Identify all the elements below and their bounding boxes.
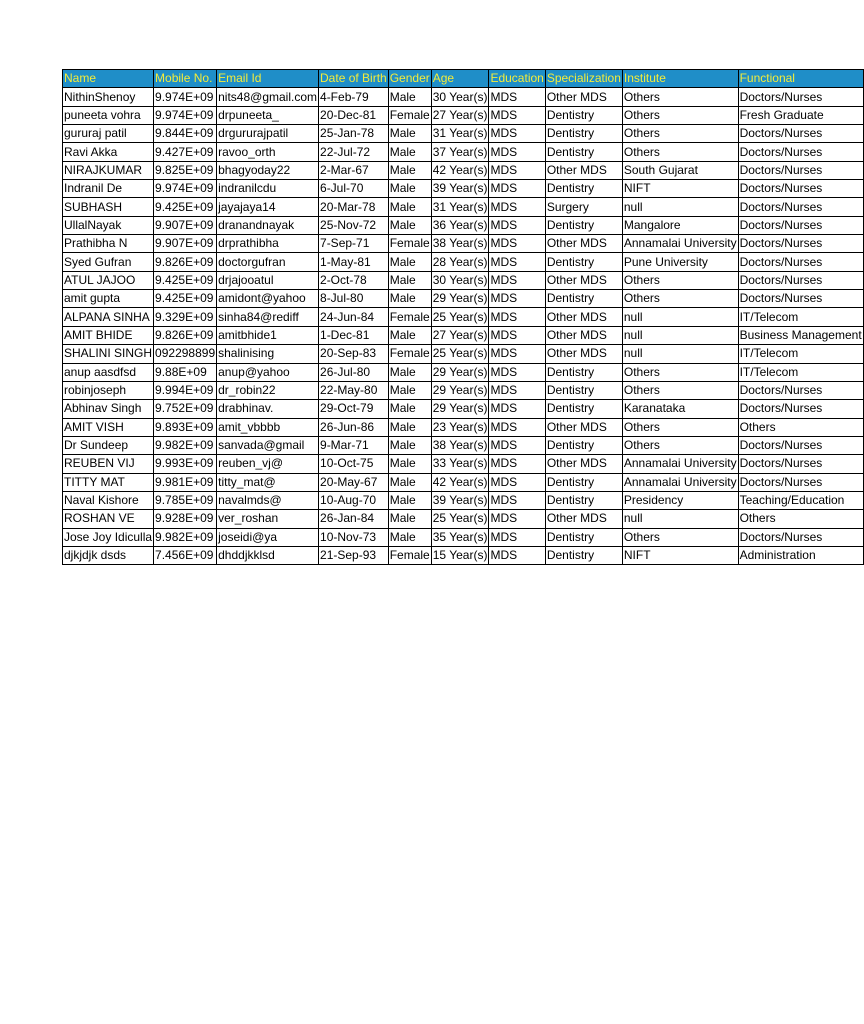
table-cell[interactable]: 7.456E+09 <box>154 546 217 564</box>
column-header[interactable]: Institute <box>622 70 738 88</box>
table-row <box>63 455 864 473</box>
table-row <box>63 400 864 418</box>
table-cell[interactable]: 31 Year(s) <box>431 198 489 216</box>
table-cell[interactable]: Male <box>388 180 431 198</box>
table-cell[interactable]: null <box>622 510 738 528</box>
table-row <box>63 528 864 546</box>
table-cell[interactable]: South Gujarat <box>622 161 738 179</box>
table-cell[interactable]: Doctors/Nurses <box>738 436 863 454</box>
table-row <box>63 253 864 271</box>
table-cell[interactable]: Karanataka <box>622 400 738 418</box>
table-cell[interactable]: drpuneeta_ <box>217 106 319 124</box>
table-cell[interactable]: Business Management <box>738 326 863 344</box>
table-cell[interactable]: 25-Nov-72 <box>319 216 389 234</box>
table-cell[interactable]: 20-Dec-81 <box>319 106 389 124</box>
table-cell[interactable]: Jose Joy Idiculla <box>63 528 154 546</box>
table-cell[interactable]: IT/Telecom <box>738 345 863 363</box>
table-cell[interactable]: Presidency <box>622 491 738 509</box>
table-cell[interactable]: Doctors/Nurses <box>738 381 863 399</box>
table-cell[interactable]: MDS <box>489 235 545 253</box>
column-header[interactable]: Education <box>489 70 545 88</box>
table-cell[interactable]: Other MDS <box>545 510 622 528</box>
table-cell[interactable]: NIFT <box>622 546 738 564</box>
table-cell[interactable]: 6-Jul-70 <box>319 180 389 198</box>
table-cell[interactable]: Female <box>388 106 431 124</box>
table-cell[interactable]: 9.928E+09 <box>154 510 217 528</box>
table-cell[interactable]: Dentistry <box>545 473 622 491</box>
table-cell[interactable]: 22-May-80 <box>319 381 389 399</box>
table-cell[interactable]: Others <box>738 510 863 528</box>
table-cell[interactable]: Male <box>388 290 431 308</box>
table-cell[interactable]: Teaching/Education <box>738 491 863 509</box>
table-cell[interactable]: Dentistry <box>545 436 622 454</box>
table-row <box>63 308 864 326</box>
table-cell[interactable]: Dentistry <box>545 363 622 381</box>
table-cell[interactable]: Others <box>622 418 738 436</box>
table-cell[interactable]: gururaj patil <box>63 125 154 143</box>
table-cell[interactable]: ALPANA SINHA <box>63 308 154 326</box>
table-cell[interactable]: null <box>622 345 738 363</box>
table-cell[interactable]: sinha84@rediff <box>217 308 319 326</box>
table-cell[interactable]: MDS <box>489 381 545 399</box>
table-cell[interactable]: Male <box>388 216 431 234</box>
table-cell[interactable]: Doctors/Nurses <box>738 235 863 253</box>
table-cell[interactable]: TITTY MAT <box>63 473 154 491</box>
table-cell[interactable]: IT/Telecom <box>738 363 863 381</box>
table-cell[interactable]: 38 Year(s) <box>431 235 489 253</box>
table-cell[interactable]: MDS <box>489 510 545 528</box>
table-cell[interactable]: drprathibha <box>217 235 319 253</box>
table-row <box>63 510 864 528</box>
table-cell[interactable]: ver_roshan <box>217 510 319 528</box>
table-row <box>63 216 864 234</box>
table-row <box>63 290 864 308</box>
table-cell[interactable]: NIRAJKUMAR <box>63 161 154 179</box>
table-cell[interactable]: anup aasdfsd <box>63 363 154 381</box>
table-cell[interactable]: SUBHASH <box>63 198 154 216</box>
table-cell[interactable]: 20-Sep-83 <box>319 345 389 363</box>
table-row <box>63 418 864 436</box>
table-cell[interactable]: Others <box>622 363 738 381</box>
column-header[interactable]: Name <box>63 70 154 88</box>
table-cell[interactable]: Abhinav Singh <box>63 400 154 418</box>
table-cell[interactable]: Doctors/Nurses <box>738 180 863 198</box>
table-cell[interactable]: Male <box>388 400 431 418</box>
table-row <box>63 363 864 381</box>
table-cell[interactable]: Dentistry <box>545 290 622 308</box>
table-cell[interactable]: Male <box>388 510 431 528</box>
table-cell[interactable]: Doctors/Nurses <box>738 161 863 179</box>
table-cell[interactable]: 9.425E+09 <box>154 290 217 308</box>
table-cell[interactable]: 37 Year(s) <box>431 143 489 161</box>
table-cell[interactable]: 9-Mar-71 <box>319 436 389 454</box>
table-cell[interactable]: 20-Mar-78 <box>319 198 389 216</box>
table-cell[interactable]: Male <box>388 418 431 436</box>
table-cell[interactable]: MDS <box>489 198 545 216</box>
table-cell[interactable]: Female <box>388 308 431 326</box>
table-cell[interactable]: 092298899 <box>154 345 217 363</box>
table-cell[interactable]: NithinShenoy <box>63 88 154 106</box>
table-cell[interactable]: 9.88E+09 <box>154 363 217 381</box>
table-cell[interactable]: Dentistry <box>545 528 622 546</box>
table-cell[interactable]: Female <box>388 546 431 564</box>
table-cell[interactable]: Male <box>388 363 431 381</box>
table-cell[interactable]: Male <box>388 455 431 473</box>
spreadsheet-table <box>62 69 864 565</box>
column-header[interactable]: Mobile No. <box>154 70 217 88</box>
table-row <box>63 271 864 289</box>
table-cell[interactable]: 38 Year(s) <box>431 436 489 454</box>
table-cell[interactable]: MDS <box>489 180 545 198</box>
table-cell[interactable]: 9.982E+09 <box>154 436 217 454</box>
table-cell[interactable]: Others <box>622 290 738 308</box>
table-cell[interactable]: puneeta vohra <box>63 106 154 124</box>
table-cell[interactable]: 9.994E+09 <box>154 381 217 399</box>
table-cell[interactable]: 33 Year(s) <box>431 455 489 473</box>
table-cell[interactable]: 20-May-67 <box>319 473 389 491</box>
table-cell[interactable]: MDS <box>489 455 545 473</box>
table-cell[interactable]: 25 Year(s) <box>431 345 489 363</box>
table-cell[interactable]: amit gupta <box>63 290 154 308</box>
table-cell[interactable]: 9.844E+09 <box>154 125 217 143</box>
table-cell[interactable]: Dr Sundeep <box>63 436 154 454</box>
table-cell[interactable]: REUBEN VIJ <box>63 455 154 473</box>
table-row <box>63 546 864 564</box>
table-cell[interactable]: Others <box>738 418 863 436</box>
table-cell[interactable]: 7-Sep-71 <box>319 235 389 253</box>
table-cell[interactable]: Mangalore <box>622 216 738 234</box>
column-header[interactable]: Specialization <box>545 70 622 88</box>
table-cell[interactable]: nits48@gmail.com <box>217 88 319 106</box>
table-cell[interactable]: null <box>622 308 738 326</box>
table-cell[interactable]: 9.907E+09 <box>154 216 217 234</box>
table-row <box>63 235 864 253</box>
table-cell[interactable]: drabhinav. <box>217 400 319 418</box>
table-cell[interactable]: Others <box>622 271 738 289</box>
table-cell[interactable]: 35 Year(s) <box>431 528 489 546</box>
table-cell[interactable]: dhddjkklsd <box>217 546 319 564</box>
table-cell[interactable]: Other MDS <box>545 271 622 289</box>
table-cell[interactable]: MDS <box>489 161 545 179</box>
table-row <box>63 198 864 216</box>
table-cell[interactable]: Doctors/Nurses <box>738 271 863 289</box>
table-cell[interactable]: Male <box>388 381 431 399</box>
table-cell[interactable]: ATUL JAJOO <box>63 271 154 289</box>
table-cell[interactable]: MDS <box>489 473 545 491</box>
table-cell[interactable]: MDS <box>489 290 545 308</box>
table-cell[interactable]: AMIT VISH <box>63 418 154 436</box>
table-cell[interactable]: Doctors/Nurses <box>738 143 863 161</box>
table-cell[interactable]: reuben_vj@ <box>217 455 319 473</box>
table-cell[interactable]: titty_mat@ <box>217 473 319 491</box>
table-cell[interactable]: amidont@yahoo <box>217 290 319 308</box>
table-cell[interactable]: ravoo_orth <box>217 143 319 161</box>
table-cell[interactable]: 9.982E+09 <box>154 528 217 546</box>
table-cell[interactable]: Other MDS <box>545 88 622 106</box>
table-cell[interactable]: bhagyoday22 <box>217 161 319 179</box>
table-cell[interactable]: 25-Jan-78 <box>319 125 389 143</box>
table-cell[interactable]: 30 Year(s) <box>431 271 489 289</box>
table-cell[interactable]: Others <box>622 88 738 106</box>
table-cell[interactable]: amitbhide1 <box>217 326 319 344</box>
table-cell[interactable]: sanvada@gmail <box>217 436 319 454</box>
table-cell[interactable]: Female <box>388 235 431 253</box>
table-cell[interactable]: 10-Aug-70 <box>319 491 389 509</box>
table-cell[interactable]: null <box>622 326 738 344</box>
table-cell[interactable]: 24-Jun-84 <box>319 308 389 326</box>
table-cell[interactable]: Male <box>388 271 431 289</box>
table-cell[interactable]: MDS <box>489 546 545 564</box>
table-cell[interactable]: dranandnayak <box>217 216 319 234</box>
table-cell[interactable]: 9.974E+09 <box>154 106 217 124</box>
table-cell[interactable]: 9.425E+09 <box>154 271 217 289</box>
table-row <box>63 125 864 143</box>
table-cell[interactable]: 1-Dec-81 <box>319 326 389 344</box>
table-cell[interactable]: Male <box>388 528 431 546</box>
table-cell[interactable]: 9.981E+09 <box>154 473 217 491</box>
table-cell[interactable]: Others <box>622 125 738 143</box>
table-cell[interactable]: Others <box>622 528 738 546</box>
table-cell[interactable]: Dentistry <box>545 253 622 271</box>
table-cell[interactable]: Other MDS <box>545 235 622 253</box>
table-cell[interactable]: Others <box>622 436 738 454</box>
table-cell[interactable]: shalinising <box>217 345 319 363</box>
table-cell[interactable]: Other MDS <box>545 345 622 363</box>
table-cell[interactable]: NIFT <box>622 180 738 198</box>
table-cell[interactable]: Ravi Akka <box>63 143 154 161</box>
table-row <box>63 106 864 124</box>
table-cell[interactable]: 8-Jul-80 <box>319 290 389 308</box>
table-cell[interactable]: Other MDS <box>545 418 622 436</box>
table-cell[interactable]: Dentistry <box>545 125 622 143</box>
table-cell[interactable]: 27 Year(s) <box>431 326 489 344</box>
table-cell[interactable]: 23 Year(s) <box>431 418 489 436</box>
table-cell[interactable]: 15 Year(s) <box>431 546 489 564</box>
table-row <box>63 143 864 161</box>
table-cell[interactable]: 9.427E+09 <box>154 143 217 161</box>
table-cell[interactable]: Surgery <box>545 198 622 216</box>
table-cell[interactable]: Annamalai University <box>622 473 738 491</box>
table-cell[interactable]: Other MDS <box>545 455 622 473</box>
table-cell[interactable]: MDS <box>489 88 545 106</box>
table-cell[interactable]: Fresh Graduate <box>738 106 863 124</box>
column-header[interactable]: Email Id <box>217 70 319 88</box>
table-cell[interactable]: Dentistry <box>545 106 622 124</box>
table-cell[interactable]: 28 Year(s) <box>431 253 489 271</box>
table-cell[interactable]: Doctors/Nurses <box>738 88 863 106</box>
column-header[interactable]: Gender <box>388 70 431 88</box>
table-cell[interactable]: Male <box>388 88 431 106</box>
table-cell[interactable]: 9.974E+09 <box>154 180 217 198</box>
table-cell[interactable]: Doctors/Nurses <box>738 400 863 418</box>
table-cell[interactable]: 30 Year(s) <box>431 88 489 106</box>
table-cell[interactable]: 9.425E+09 <box>154 198 217 216</box>
table-cell[interactable]: 10-Nov-73 <box>319 528 389 546</box>
table-cell[interactable]: MDS <box>489 143 545 161</box>
table-cell[interactable]: 29 Year(s) <box>431 290 489 308</box>
table-row <box>63 381 864 399</box>
table-cell[interactable]: Dentistry <box>545 400 622 418</box>
table-cell[interactable]: Dentistry <box>545 216 622 234</box>
column-header[interactable]: Age <box>431 70 489 88</box>
header-row <box>63 70 864 88</box>
table-cell[interactable]: MDS <box>489 528 545 546</box>
table-cell[interactable]: MDS <box>489 253 545 271</box>
table-row <box>63 345 864 363</box>
table-cell[interactable]: Doctors/Nurses <box>738 473 863 491</box>
table-cell[interactable]: 26-Jan-84 <box>319 510 389 528</box>
table-cell[interactable]: 4-Feb-79 <box>319 88 389 106</box>
table-cell[interactable]: Annamalai University <box>622 235 738 253</box>
table-cell[interactable]: Dentistry <box>545 381 622 399</box>
table-cell[interactable]: MDS <box>489 400 545 418</box>
table-cell[interactable]: 29 Year(s) <box>431 400 489 418</box>
table-row <box>63 473 864 491</box>
table-cell[interactable]: 36 Year(s) <box>431 216 489 234</box>
table-cell[interactable]: Male <box>388 253 431 271</box>
table-cell[interactable]: MDS <box>489 363 545 381</box>
table-cell[interactable]: 9.993E+09 <box>154 455 217 473</box>
table-cell[interactable]: joseidi@ya <box>217 528 319 546</box>
table-cell[interactable]: Doctors/Nurses <box>738 216 863 234</box>
table-cell[interactable]: MDS <box>489 436 545 454</box>
table-cell[interactable]: 42 Year(s) <box>431 161 489 179</box>
table-cell[interactable]: 9.752E+09 <box>154 400 217 418</box>
table-cell[interactable]: amit_vbbbb <box>217 418 319 436</box>
table-cell[interactable]: Pune University <box>622 253 738 271</box>
table-cell[interactable]: Male <box>388 161 431 179</box>
table-cell[interactable]: 2-Mar-67 <box>319 161 389 179</box>
table-cell[interactable]: 29 Year(s) <box>431 381 489 399</box>
table-cell[interactable]: 29 Year(s) <box>431 363 489 381</box>
table-cell[interactable]: Other MDS <box>545 326 622 344</box>
table-cell[interactable]: UllalNayak <box>63 216 154 234</box>
table-cell[interactable]: 39 Year(s) <box>431 491 489 509</box>
table-cell[interactable]: navalmds@ <box>217 491 319 509</box>
table-cell[interactable]: 9.826E+09 <box>154 253 217 271</box>
table-cell[interactable]: 9.907E+09 <box>154 235 217 253</box>
table-cell[interactable]: 42 Year(s) <box>431 473 489 491</box>
table-cell[interactable]: 9.825E+09 <box>154 161 217 179</box>
table-cell[interactable]: Doctors/Nurses <box>738 455 863 473</box>
table-cell[interactable]: Doctors/Nurses <box>738 253 863 271</box>
table-cell[interactable]: Male <box>388 436 431 454</box>
table-cell[interactable]: null <box>622 198 738 216</box>
table-cell[interactable]: 25 Year(s) <box>431 510 489 528</box>
table-cell[interactable]: MDS <box>489 308 545 326</box>
table-cell[interactable]: Others <box>622 143 738 161</box>
table-cell[interactable]: MDS <box>489 326 545 344</box>
table-cell[interactable]: Naval Kishore <box>63 491 154 509</box>
table-cell[interactable]: Indranil De <box>63 180 154 198</box>
table-cell[interactable]: Dentistry <box>545 546 622 564</box>
table-cell[interactable]: Doctors/Nurses <box>738 125 863 143</box>
table-cell[interactable]: Other MDS <box>545 308 622 326</box>
table-cell[interactable]: drjajooatul <box>217 271 319 289</box>
table-cell[interactable]: IT/Telecom <box>738 308 863 326</box>
table-cell[interactable]: Syed Gufran <box>63 253 154 271</box>
table-row <box>63 88 864 106</box>
table-cell[interactable]: Doctors/Nurses <box>738 198 863 216</box>
table-cell[interactable]: AMIT BHIDE <box>63 326 154 344</box>
table-row <box>63 161 864 179</box>
table-cell[interactable]: 27 Year(s) <box>431 106 489 124</box>
table-cell[interactable]: 26-Jun-86 <box>319 418 389 436</box>
table-cell[interactable]: 29-Oct-79 <box>319 400 389 418</box>
table-cell[interactable]: Male <box>388 198 431 216</box>
table-cell[interactable]: robinjoseph <box>63 381 154 399</box>
table-row <box>63 180 864 198</box>
table-cell[interactable]: Dentistry <box>545 180 622 198</box>
table-cell[interactable]: indranilcdu <box>217 180 319 198</box>
table-cell[interactable]: Doctors/Nurses <box>738 528 863 546</box>
table-cell[interactable]: 2-Oct-78 <box>319 271 389 289</box>
table-cell[interactable]: 25 Year(s) <box>431 308 489 326</box>
table-cell[interactable]: Dentistry <box>545 491 622 509</box>
table-cell[interactable]: dr_robin22 <box>217 381 319 399</box>
table-cell[interactable]: Others <box>622 106 738 124</box>
table-cell[interactable]: Male <box>388 473 431 491</box>
table-row <box>63 326 864 344</box>
table-cell[interactable]: Doctors/Nurses <box>738 290 863 308</box>
table-cell[interactable]: MDS <box>489 106 545 124</box>
table-cell[interactable]: 10-Oct-75 <box>319 455 389 473</box>
table-cell[interactable]: 26-Jul-80 <box>319 363 389 381</box>
table-cell[interactable]: Male <box>388 143 431 161</box>
table-cell[interactable]: 9.893E+09 <box>154 418 217 436</box>
table-cell[interactable]: MDS <box>489 271 545 289</box>
table-cell[interactable]: Male <box>388 326 431 344</box>
table-cell[interactable]: 9.785E+09 <box>154 491 217 509</box>
table-cell[interactable]: 22-Jul-72 <box>319 143 389 161</box>
table-cell[interactable]: doctorgufran <box>217 253 319 271</box>
table-cell[interactable]: MDS <box>489 345 545 363</box>
table-cell[interactable]: MDS <box>489 216 545 234</box>
table-cell[interactable]: 1-May-81 <box>319 253 389 271</box>
table-cell[interactable]: 9.826E+09 <box>154 326 217 344</box>
table-cell[interactable]: 9.974E+09 <box>154 88 217 106</box>
column-header[interactable]: Functional <box>738 70 863 88</box>
table-cell[interactable]: drgururajpatil <box>217 125 319 143</box>
table-cell[interactable]: MDS <box>489 491 545 509</box>
table-cell[interactable]: Others <box>622 381 738 399</box>
table-cell[interactable]: Male <box>388 491 431 509</box>
table-cell[interactable]: SHALINI SINGH <box>63 345 154 363</box>
table-cell[interactable]: Female <box>388 345 431 363</box>
table-cell[interactable]: Administration <box>738 546 863 564</box>
table-row <box>63 436 864 454</box>
table-cell[interactable]: Male <box>388 125 431 143</box>
table-cell[interactable]: 9.329E+09 <box>154 308 217 326</box>
table-row <box>63 491 864 509</box>
table-cell[interactable]: Annamalai University <box>622 455 738 473</box>
table-cell[interactable]: Dentistry <box>545 143 622 161</box>
table-cell[interactable]: jayajaya14 <box>217 198 319 216</box>
table-cell[interactable]: 21-Sep-93 <box>319 546 389 564</box>
table-cell[interactable]: anup@yahoo <box>217 363 319 381</box>
table-cell[interactable]: djkjdjk dsds <box>63 546 154 564</box>
table-cell[interactable]: ROSHAN VE <box>63 510 154 528</box>
table-cell[interactable]: 31 Year(s) <box>431 125 489 143</box>
table-cell[interactable]: Prathibha N <box>63 235 154 253</box>
table-cell[interactable]: MDS <box>489 418 545 436</box>
table-cell[interactable]: 39 Year(s) <box>431 180 489 198</box>
table-cell[interactable]: MDS <box>489 125 545 143</box>
column-header[interactable]: Date of Birth <box>319 70 389 88</box>
table-cell[interactable]: Other MDS <box>545 161 622 179</box>
